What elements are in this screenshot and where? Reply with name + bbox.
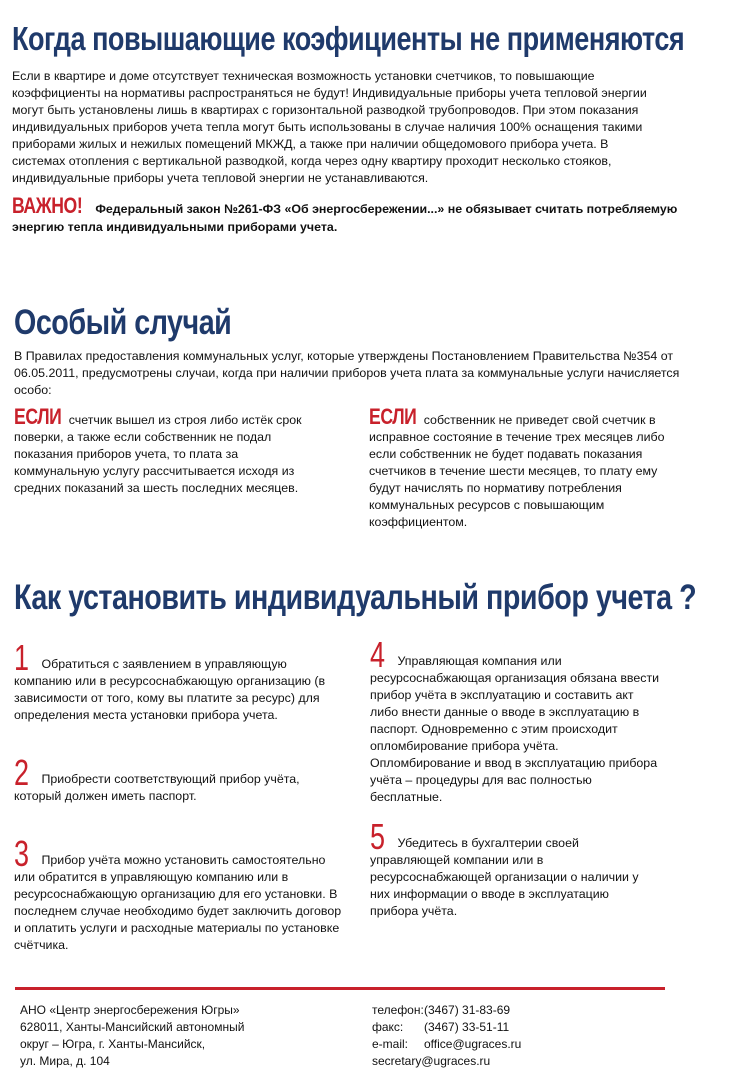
step-5-number: 5 xyxy=(370,816,386,857)
section3-title: Как установить индивидуальный прибор учета ? xyxy=(14,578,697,617)
case-right-label: ЕСЛИ xyxy=(369,404,417,429)
footer-org-line: ул. Мира, д. 104 xyxy=(20,1054,110,1068)
fax-row xyxy=(372,1019,672,1036)
footer-org-line: АНО «Центр энергосбережения Югры» xyxy=(20,1003,240,1017)
step-3-number: 3 xyxy=(14,833,30,874)
email-row xyxy=(372,1036,672,1053)
step-2 xyxy=(14,752,344,805)
step-4-text: Управляющая компания или ресурсоснабжающая организация обязана ввести прибор учёта в эксплуатацию и составить акт либо внести данные о вводе в эксплуатацию в паспорт. Одновременно с этим происходит опломбирование прибора учёта. Опломбирование и ввод в эксплуатацию прибора учёта – процедуры для вас полностью бесплатные. xyxy=(370,654,660,804)
section2-title: Особый случай xyxy=(14,303,232,342)
step-1-number: 1 xyxy=(14,637,30,678)
step-1 xyxy=(14,637,344,724)
footer-contacts xyxy=(372,1002,672,1070)
email-value[interactable]: office@ugraces.ru xyxy=(424,1037,522,1051)
important-text: Федеральный закон №261-ФЗ «Об энергосбережении...» не обязывает считать потребляемую энергию тепла индивидуальными приборами учета. xyxy=(12,202,678,234)
section2-intro: В Правилах предоставления коммунальных услуг, которые утверждены Постановлением Правительства №354 от 06.05.2011, предусмотрены случаи, когда при наличии приборов учета плата за коммунальные услуги начисляется особо: xyxy=(14,349,680,397)
step-3-text: Прибор учёта можно установить самостоятельно или обратится в управляющую компанию или в ресурсоснабжающую организацию для его установки. В последнем случае необходимо будет заключить договор и оплатить услуги и расходные материалы по установке счётчика. xyxy=(14,853,342,952)
important-label: ВАЖНО! xyxy=(12,193,83,218)
section1-paragraph: Если в квартире и доме отсутствует техническая возможность установки счетчиков, то повышающие коэффициенты на нормативы распространяться не будут! Индивидуальные приборы учета тепловой энергии могут быть установлены лишь в квартирах с горизонтальной разводкой трубопроводов. При этом показания индивидуальных приборов учета тепла могут быть использованы в случае наличия 100% оснащения такими приборами жилых и нежилых помещений МКЖД, а также при наличии общедомового прибора учета. В системах отопления с вертикальной разводкой, когда через одну квартиру проходит несколько стояков, индивидуальные приборы учета тепловой энергии не устанавливаются. xyxy=(12,69,647,185)
case-left-label: ЕСЛИ xyxy=(14,404,62,429)
email2-value[interactable]: secretary@ugraces.ru xyxy=(372,1054,491,1068)
phone-label: телефон: xyxy=(372,1003,424,1017)
case-right xyxy=(369,404,674,531)
step-2-text: Приобрести соответствующий прибор учёта, который должен иметь паспорт. xyxy=(14,772,300,803)
footer-divider xyxy=(15,987,665,990)
step-1-text: Обратиться с заявлением в управляющую компанию или в ресурсоснабжающую организацию (в зависимости от того, кому вы платите за ресурс) для определения места установки прибора учета. xyxy=(14,657,326,722)
fax-label: факс: xyxy=(372,1020,404,1034)
step-3 xyxy=(14,833,344,954)
step-2-number: 2 xyxy=(14,752,30,793)
important-note xyxy=(12,193,692,236)
case-right-text: собственник не приведет свой счетчик в исправное состояние в течение трех месяцев либо если собственник не будет подавать показания счетчиков в течение шести месяцев, то плату ему будут начислять по нормативу потребления коммунальных ресурсов с повышающим коэффициентом. xyxy=(369,413,665,529)
fax-value: (3467) 33-51-11 xyxy=(424,1020,510,1034)
footer-org-line: 628011, Ханты-Мансийский автономный xyxy=(20,1020,245,1034)
phone-row xyxy=(372,1002,672,1019)
step-5-text: Убедитесь в бухгалтерии своей управляющей компании или в ресурсоснабжающей организации о наличии у них информации о вводе в эксплуатацию прибора учёта. xyxy=(370,836,639,918)
step-4-number: 4 xyxy=(370,634,386,675)
section1-title: Когда повышающие коэфициенты не применяются xyxy=(12,20,685,57)
case-left xyxy=(14,404,322,497)
step-4 xyxy=(370,634,660,806)
footer-org xyxy=(20,1002,320,1070)
case-left-text: счетчик вышел из строя либо истёк срок поверки, а также если собственник не подал показания приборов учета, то плата за коммунальную услугу рассчитывается исходя из средних показаний за шесть последних месяцев. xyxy=(14,413,302,495)
step-5 xyxy=(370,816,660,920)
email-label: e-mail: xyxy=(372,1037,409,1051)
phone-value: (3467) 31-83-69 xyxy=(424,1003,511,1017)
email2-row xyxy=(372,1053,672,1070)
footer-org-line: округ – Югра, г. Ханты-Мансийск, xyxy=(20,1037,206,1051)
